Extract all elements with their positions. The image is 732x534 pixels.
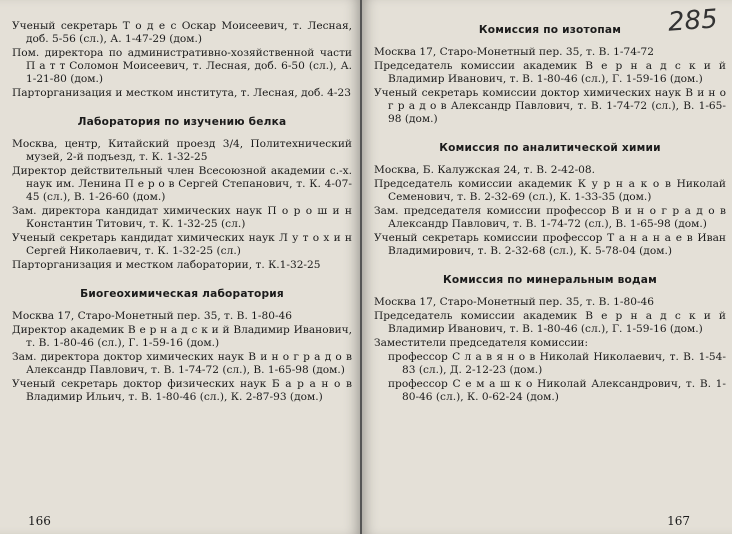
paragraph: профессор С е м а ш к о Николай Александрович, т. В. 1-80-46 (сл.), К. 0-62-24 (дом.)	[388, 378, 726, 403]
paragraph: Зам. директора доктор химических наук В и н о г р а д о в Александр Павлович, т. В. 1-74-72 (сл.), В. 1-65-98 (дом.)	[12, 351, 352, 376]
paragraph: профессор С л а в я н о в Николай Николаевич, т. В. 1-54-83 (сл.), Д. 2-12-23 (дом.)	[388, 351, 726, 376]
paragraph: Парторганизация и местком лаборатории, т. К.1-32-25	[12, 259, 321, 271]
paragraph: Москва 17, Старо-Монетный пер. 35, т. В. 1-80-46	[374, 296, 655, 308]
section-heading: Биогеохимическая лаборатория	[80, 288, 284, 300]
handwritten-page-number: 285	[667, 4, 719, 38]
paragraph: Пом. директора по административно-хозяйственной части П а т т Соломон Моисеевич, т. Лесная, доб. 6-50 (сл.), А. 1-21-80 (дом.)	[12, 47, 352, 85]
paragraph: Ученый секретарь кандидат химических наук Л у т о х и н Сергей Николаевич, т. К. 1-32-25 (сл.)	[12, 232, 352, 257]
paragraph: Директор академик В е р н а д с к и й Владимир Иванович, т. В. 1-80-46 (сл.), Г. 1-59-16 (дом.)	[12, 324, 352, 349]
paragraph: Заместители председателя комиссии:	[374, 337, 589, 349]
section-heading: Комиссия по минеральным водам	[443, 274, 657, 286]
paragraph: Председатель комиссии академик В е р н а д с к и й Владимир Иванович, т. В. 1-80-46 (сл.), Г. 1-59-16 (дом.)	[374, 60, 726, 85]
paragraph: Ученый секретарь доктор физических наук Б а р а н о в Владимир Ильич, т. В. 1-80-46 (сл.), К. 2-87-93 (дом.)	[12, 378, 352, 403]
paragraph: Парторганизация и местком института, т. Лесная, доб. 4-23	[12, 87, 351, 99]
paragraph: Ученый секретарь комиссии профессор Т а н а н а е в Иван Владимирович, т. В. 2-32-68 (сл.), К. 5-78-04 (дом.)	[374, 232, 726, 257]
paragraph: Москва, Б. Калужская 24, т. В. 2-42-08.	[374, 164, 596, 176]
paragraph: Зам. директора кандидат химических наук П о р о ш и н Константин Титович, т. К. 1-32-25 (сл.)	[12, 205, 352, 230]
paragraph: Москва 17, Старо-Монетный пер. 35, т. В. 1-80-46	[12, 310, 293, 322]
paragraph: Ученый секретарь Т о д е с Оскар Моисеевич, т. Лесная, доб. 5-56 (сл.), А. 1-47-29 (дом.)	[12, 20, 352, 45]
right-page	[362, 0, 732, 534]
section-heading: Комиссия по изотопам	[478, 24, 622, 36]
paragraph: Директор действительный член Всесоюзной академии с.-х. наук им. Ленина П е р о в Сергей Степанович, т. К. 4-07-45 (сл.), В. 1-26-60 (дом.)	[12, 165, 352, 203]
paragraph: Москва, центр, Китайский проезд 3/4, Политехнический музей, 2-й подъезд, т. К. 1-32-25	[12, 138, 352, 163]
section-heading: Комиссия по аналитической химии	[439, 142, 661, 154]
page-number: 166	[28, 514, 51, 528]
paragraph: Председатель комиссии академик К у р н а к о в Николай Семенович, т. В. 2-32-69 (сл.), К. 1-33-35 (дом.)	[374, 178, 726, 203]
paragraph: Ученый секретарь комиссии доктор химических наук В и н о г р а д о в Александр Павлович, т. В. 1-74-72 (сл.), В. 1-65-98 (дом.)	[374, 87, 726, 125]
section-heading: Лаборатория по изучению белка	[77, 116, 287, 128]
paragraph: Москва 17, Старо-Монетный пер. 35, т. В. 1-74-72	[374, 46, 655, 58]
left-page	[0, 0, 362, 534]
paragraph: Зам. председателя комиссии профессор В и н о г р а д о в Александр Павлович, т. В. 1-74-72 (сл.), В. 1-65-98 (дом.)	[374, 205, 726, 230]
page-number: 167	[667, 514, 690, 528]
paragraph: Председатель комиссии академик В е р н а д с к и й Владимир Иванович, т. В. 1-80-46 (сл.), Г. 1-59-16 (дом.)	[374, 310, 726, 335]
